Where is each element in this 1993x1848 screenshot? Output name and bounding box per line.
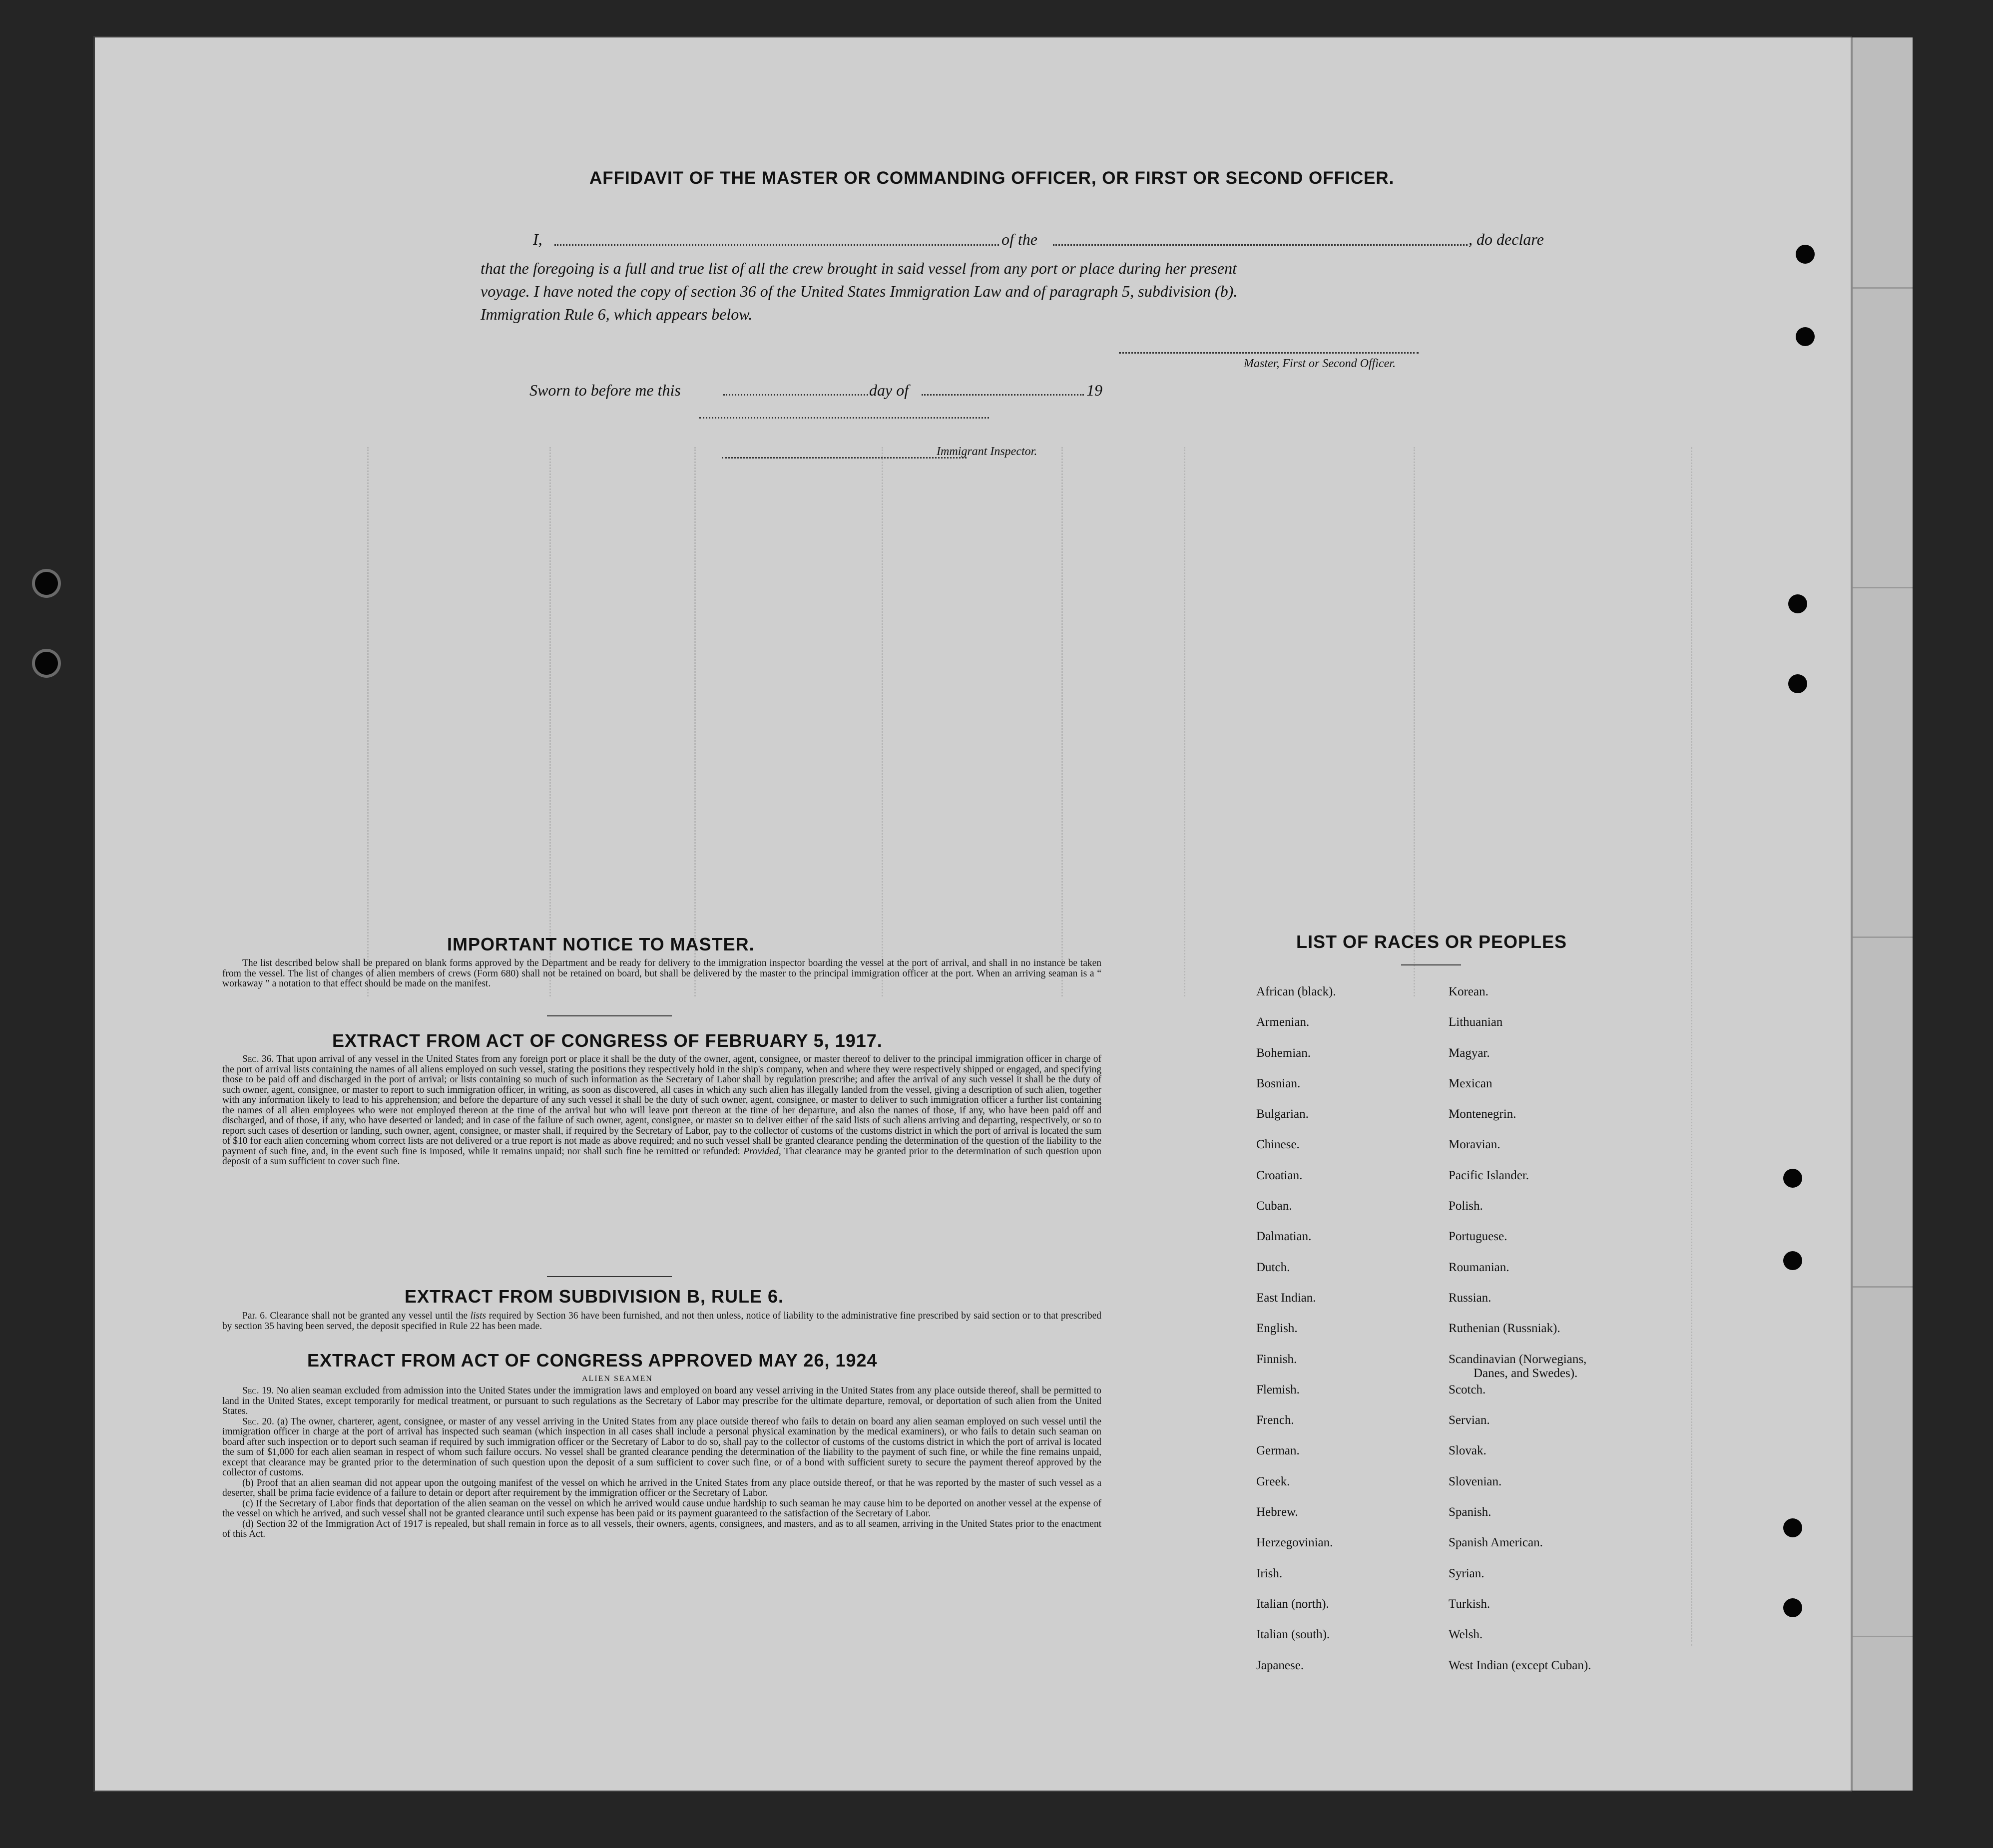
binding-hole <box>1783 1598 1802 1617</box>
bleed-through-column <box>694 447 696 996</box>
bleed-through-column <box>1691 447 1692 1646</box>
race-item: Turkish. <box>1449 1597 1491 1611</box>
race-item: Magyar. <box>1449 1046 1490 1060</box>
race-item: Polish. <box>1449 1199 1483 1213</box>
race-item: Chinese. <box>1256 1138 1300 1152</box>
race-item: Roumanian. <box>1449 1260 1509 1274</box>
divider <box>547 1276 672 1277</box>
race-item: Korean. <box>1449 985 1489 998</box>
section-20a-text: (a) The owner, charterer, agent, consignee, or master of any vessel arriving in the United States from any place outside thereof who fails to detain on board any alien seaman employed on such vessel until the immigration officer in charge at the port of arrival has inspected such seaman (which inspection in all cases shall include a personal physical examination by the medical examiners), or who fails to detain such seaman on board after such inspection or to deport such seaman if required by such immigration officer or the Secretary of Labor to do so, shall pay to the collector of customs of the customs district in which the port of arrival is located the sum of $1,000 for each alien seaman in respect of whom such failure occurs. No vessel shall be granted clearance pending the determination of the liability to the payment of such fine, or while the fine remains unpaid, except that clearance may be granted prior to the determination of such question upon the deposit of a sum sufficient to cover such fine, or of a bond with sufficient surety to secure the payment thereof approved by the collector of customs. <box>222 1416 1101 1478</box>
extract-rule6-text <box>222 1311 1101 1332</box>
day-of-label: day of <box>869 381 909 399</box>
section-36-text: That upon arrival of any vessel in the United States from any foreign port or place it shall be the duty of the owner, agent, consignee, or master thereof to deliver to the principal immigration officer in charge of the port of arrival lists containing the names of all aliens employed on such vessel, stating the positions they respectively hold in the ship's company, when and where they were respectively shipped or engaged, and specifying those to be paid off and discharged in the port of arrival; or lists containing so much of such information as the Secretary of Labor shall by regulation prescribe; and after the arrival of any such vessel it shall be the duty of such owner, agent, consignee, or master to report to such immigration officer, in writing, as soon as discovered, all cases in which any such alien has illegally landed from the vessel, giving a description of such alien, together with any information likely to lead to his apprehension; and before the departure of any such vessel it shall be the duty of such owner, agent, consignee, or master to deliver to such immigration officer a further list containing the names of all alien employees who were not employed thereon at the time of the arrival but who will leave port thereon at the time of her departure, and also the names of those, if any, who have been paid off and discharged, and of those, if any, who have deserted or landed; and in case of the failure of such owner, agent, consignee, or master so to deliver either of the said lists of such aliens arriving and departing, respectively, or so to report such cases of desertion or landing, such owner, agent, consignee, or master shall, if required by the Secretary of Labor, pay to the collector of customs of the customs district in which the port of arrival is located the sum of $10 for each alien concerning whom correct lists are not delivered or a true report is not made as above required; and no such vessel shall be granted clearance pending the determination of the question of the liability to the payment of such fine, and, in the event such fine is imposed, while it remains unpaid; nor shall such fine be remitted or refunded: <box>222 1054 1101 1157</box>
lists-word: lists <box>470 1311 487 1321</box>
sworn-month-blank[interactable] <box>922 394 1084 396</box>
race-item: Servian. <box>1449 1413 1490 1427</box>
race-item: Croatian. <box>1256 1168 1303 1182</box>
notice-title: IMPORTANT NOTICE TO MASTER. <box>447 934 755 954</box>
race-item: Hebrew. <box>1256 1505 1298 1519</box>
binding-hole <box>1788 674 1807 693</box>
section-19-text: No alien seaman excluded from admission into the United States under the immigration laws and employed on board any vessel arriving in the United States from any place outside thereof, shall be permitted to land in the United States, except temporarily for medical treatment, or pursuant to such regulations as the Secretary of Labor may prescribe for the ultimate departure, removal, or deportation of such alien from the United States. <box>222 1386 1101 1416</box>
race-item: Spanish American. <box>1449 1536 1543 1550</box>
extract-1917-text <box>222 1054 1101 1167</box>
race-item: Ruthenian (Russniak). <box>1449 1322 1560 1336</box>
sworn-day-blank[interactable] <box>723 394 868 396</box>
vessel-blank[interactable] <box>1053 244 1468 246</box>
binding-hole <box>1783 1169 1802 1188</box>
race-item: Welsh. <box>1449 1628 1483 1642</box>
bleed-through-column <box>367 447 369 996</box>
race-item: Italian (south). <box>1256 1628 1330 1642</box>
binding-hole <box>1783 1251 1802 1270</box>
bleed-through-column <box>1414 447 1415 996</box>
race-item: West Indian (except Cuban). <box>1449 1658 1591 1672</box>
affidavit-line-3: voyage. I have noted the copy of section 36 of the United States Immigration Law and of paragraph 5, subdivision (b). <box>481 282 1238 300</box>
inspector-signature-blank[interactable] <box>722 457 967 459</box>
affidavit-title: AFFIDAVIT OF THE MASTER OR COMMANDING OFFICER, OR FIRST OR SECOND OFFICER. <box>589 168 1395 188</box>
signature-caption: Master, First or Second Officer. <box>1244 357 1396 370</box>
race-item: Bosnian. <box>1256 1076 1301 1090</box>
extract-rule6-title: EXTRACT FROM SUBDIVISION B, RULE 6. <box>405 1286 784 1307</box>
inspector-signature-blank-top[interactable] <box>699 417 989 419</box>
paragraph-label: Par. 6. <box>242 1311 267 1321</box>
race-item: Spanish. <box>1449 1505 1492 1519</box>
bleed-through-column <box>882 447 883 996</box>
race-item-line: Scandinavian (Norwegians, <box>1449 1352 1587 1366</box>
divider <box>1401 964 1461 965</box>
race-item: German. <box>1256 1444 1300 1458</box>
binding-hole <box>1783 1518 1802 1537</box>
race-item: Irish. <box>1256 1566 1283 1580</box>
section-20d-text: (d) Section 32 of the Immigration Act of 1917 is repealed, but shall remain in force as to all vessels, their owners, agents, consignees, and masters, and as to all seamen, arriving in the United States prior to the enactment of this Act. <box>222 1518 1101 1539</box>
race-item: Armenian. <box>1256 1015 1310 1029</box>
bleed-through-column <box>549 447 551 996</box>
race-item: Bohemian. <box>1256 1046 1311 1060</box>
race-item: Slovenian. <box>1449 1474 1502 1488</box>
binding-hole <box>1796 327 1815 346</box>
document-page <box>95 37 1851 1791</box>
sworn-label: Sworn to before me this <box>529 381 681 399</box>
race-item: Italian (north). <box>1256 1597 1329 1611</box>
race-item: Dalmatian. <box>1256 1230 1312 1244</box>
race-item: Lithuanian <box>1449 1015 1503 1029</box>
race-item-continuation: Danes, and Swedes). <box>1474 1366 1578 1380</box>
extract-1917-title: EXTRACT FROM ACT OF CONGRESS OF FEBRUARY 5, 1917. <box>332 1030 883 1051</box>
race-item: Pacific Islander. <box>1449 1168 1529 1182</box>
section-20-label: Sec. 20. <box>242 1416 274 1427</box>
race-item: English. <box>1256 1322 1298 1336</box>
provided-word: Provided, <box>743 1146 781 1157</box>
races-right-column <box>1449 985 1591 1689</box>
race-item: Finnish. <box>1256 1352 1297 1366</box>
race-item: Slovak. <box>1449 1444 1487 1458</box>
binding-hole <box>35 652 58 675</box>
section-36-text-end: That clearance may be granted prior to the determination of such question upon deposit of a sum sufficient to cover such fine. <box>222 1146 1101 1167</box>
alien-seamen-subtitle: ALIEN SEAMEN <box>582 1375 653 1383</box>
race-item: East Indian. <box>1256 1291 1316 1305</box>
notice-text <box>222 958 1101 989</box>
affidavit-line-2: that the foregoing is a full and true list of all the crew brought in said vessel from any port or place during her present <box>481 259 1237 277</box>
rule6-text-a: Clearance shall not be granted any vessel until the <box>270 1311 468 1321</box>
bleed-through-column <box>1184 447 1185 996</box>
name-blank[interactable] <box>554 244 999 246</box>
affidavit-do-declare: , do declare <box>1469 230 1544 248</box>
bleed-through-column <box>1061 447 1063 996</box>
race-item <box>1449 1353 1591 1383</box>
race-item: Greek. <box>1256 1474 1290 1488</box>
race-item: Japanese. <box>1256 1658 1304 1672</box>
year-label: 19 <box>1086 381 1102 399</box>
race-item: Dutch. <box>1256 1260 1290 1274</box>
adjacent-page-edge <box>1851 37 1913 1791</box>
extract-1924-title: EXTRACT FROM ACT OF CONGRESS APPROVED MAY 26, 1924 <box>307 1350 878 1371</box>
race-item: Cuban. <box>1256 1199 1292 1213</box>
races-left-column <box>1256 985 1336 1689</box>
section-label: Sec. 36. <box>242 1054 274 1064</box>
section-20c-text: (c) If the Secretary of Labor finds that deportation of the alien seaman on the vessel on which he arrived would cause undue hardship to such seaman he may cause him to be deported on another vessel at the expense of the vessel on which he arrived, and such vessel shall not be granted clearance until such expense has been paid or its payment guaranteed to the satisfaction of the Secretary of Labor. <box>222 1498 1101 1519</box>
race-item: Montenegrin. <box>1449 1107 1516 1121</box>
races-title: LIST OF RACES OR PEOPLES <box>1296 931 1567 952</box>
race-item: Mexican <box>1449 1076 1493 1090</box>
race-item: African (black). <box>1256 985 1336 998</box>
race-item: Herzegovinian. <box>1256 1536 1333 1550</box>
notice-paragraph: The list described below shall be prepared on blank forms approved by the Department and be ready for delivery to the immigration inspector boarding the vessel at the port of arrival, and shall in no instance be taken from the vessel. The list of changes of alien members of crews (Form 680) shall not be retained on board, but shall be delivered by the master to the principal immigration officer at the port. When an arriving seaman is a “ workaway ” a notation to that effect should be made on the manifest. <box>222 958 1101 989</box>
divider <box>547 1015 672 1016</box>
race-item: Moravian. <box>1449 1138 1500 1152</box>
race-item: Bulgarian. <box>1256 1107 1309 1121</box>
affidavit-line-4: Immigration Rule 6, which appears below. <box>481 305 753 323</box>
race-item: Flemish. <box>1256 1383 1300 1396</box>
race-item: Russian. <box>1449 1291 1492 1305</box>
affidavit-of-the: of the <box>1001 230 1037 248</box>
race-item: Portuguese. <box>1449 1230 1507 1244</box>
binding-hole <box>1788 594 1807 613</box>
race-item: French. <box>1256 1413 1294 1427</box>
rule6-text-b: required by Section 36 have been furnished, and not then unless, notice of liability to the administrative fine prescribed by said section or to that prescribed by section 35 having been served, the deposit specified in Rule 22 has been made. <box>222 1311 1102 1332</box>
section-20b-text: (b) Proof that an alien seaman did not appear upon the outgoing manifest of the vessel on which he arrived in the United States from any place outside thereof, or that he was reported by the master of such vessel as a deserter, shall be prima facie evidence of a failure to detain or deport after requirement by the immigration officer or the Secretary of Labor. <box>222 1477 1101 1498</box>
race-item: Scotch. <box>1449 1383 1486 1396</box>
binding-hole <box>1796 245 1815 264</box>
binding-hole <box>35 572 58 595</box>
inspector-caption: Immigrant Inspector. <box>937 445 1037 458</box>
race-item: Syrian. <box>1449 1566 1485 1580</box>
extract-1924-text <box>222 1386 1101 1540</box>
section-19-label: Sec. 19. <box>242 1386 274 1396</box>
affidavit-i-label: I, <box>533 230 542 248</box>
signature-blank[interactable] <box>1119 352 1419 354</box>
